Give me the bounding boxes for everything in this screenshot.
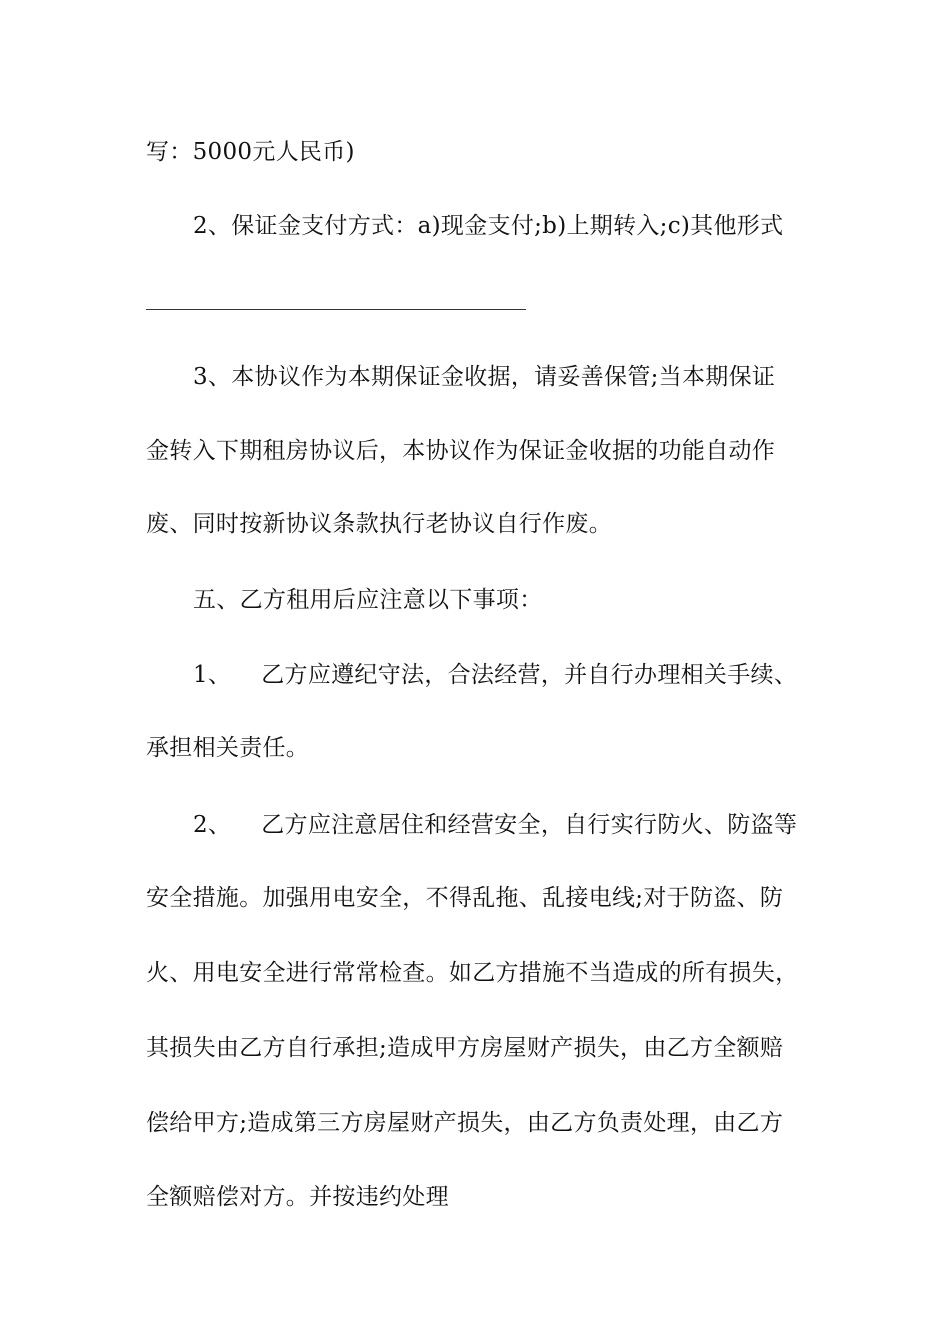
section-5-item-1-line-2: 承担相关责任。 bbox=[146, 735, 310, 761]
section-5-item-2-line-2: 安全措施。加强用电安全，不得乱拖、乱接电线;对于防盗、防 bbox=[146, 885, 784, 911]
section-5-item-2-line-3: 火、用电安全进行常常检查。如乙方措施不当造成的所有损失， bbox=[146, 960, 799, 986]
clause-2-payment-method: 2、保证金支付方式：a)现金支付;b)上期转入;c)其他形式 bbox=[193, 213, 784, 239]
clause-3-line-2: 金转入下期租房协议后，本协议作为保证金收据的功能自动作 bbox=[146, 438, 776, 464]
section-5-item-2-line-4: 其损失由乙方自行承担;造成甲方房屋财产损失，由乙方全额赔 bbox=[146, 1035, 784, 1061]
section-5-item-1-line-1 bbox=[193, 660, 797, 690]
section-5-item-2-line-5: 偿给甲方;造成第三方房屋财产损失，由乙方负责处理，由乙方 bbox=[146, 1110, 784, 1136]
clause-3-line-1: 3、本协议作为本期保证金收据，请妥善保管;当本期保证 bbox=[193, 364, 776, 390]
fill-in-blank-line bbox=[146, 309, 526, 310]
item-text: 乙方应注意居住和经营安全，自行实行防火、防盗等 bbox=[261, 812, 798, 838]
clause-3-line-3: 废、同时按新协议条款执行老协议自行作废。 bbox=[146, 511, 612, 537]
paragraph-line: 写：5000元人民币) bbox=[146, 139, 355, 165]
section-5-item-2-line-6: 全额赔偿对方。并按违约处理 bbox=[146, 1184, 449, 1210]
section-5-heading: 五、乙方租用后应注意以下事项： bbox=[193, 587, 543, 613]
item-number: 2、 bbox=[193, 812, 232, 838]
section-5-item-2-line-1 bbox=[193, 810, 797, 840]
item-number: 1、 bbox=[193, 662, 232, 688]
item-text: 乙方应遵纪守法，合法经营，并自行办理相关手续、 bbox=[261, 662, 798, 688]
